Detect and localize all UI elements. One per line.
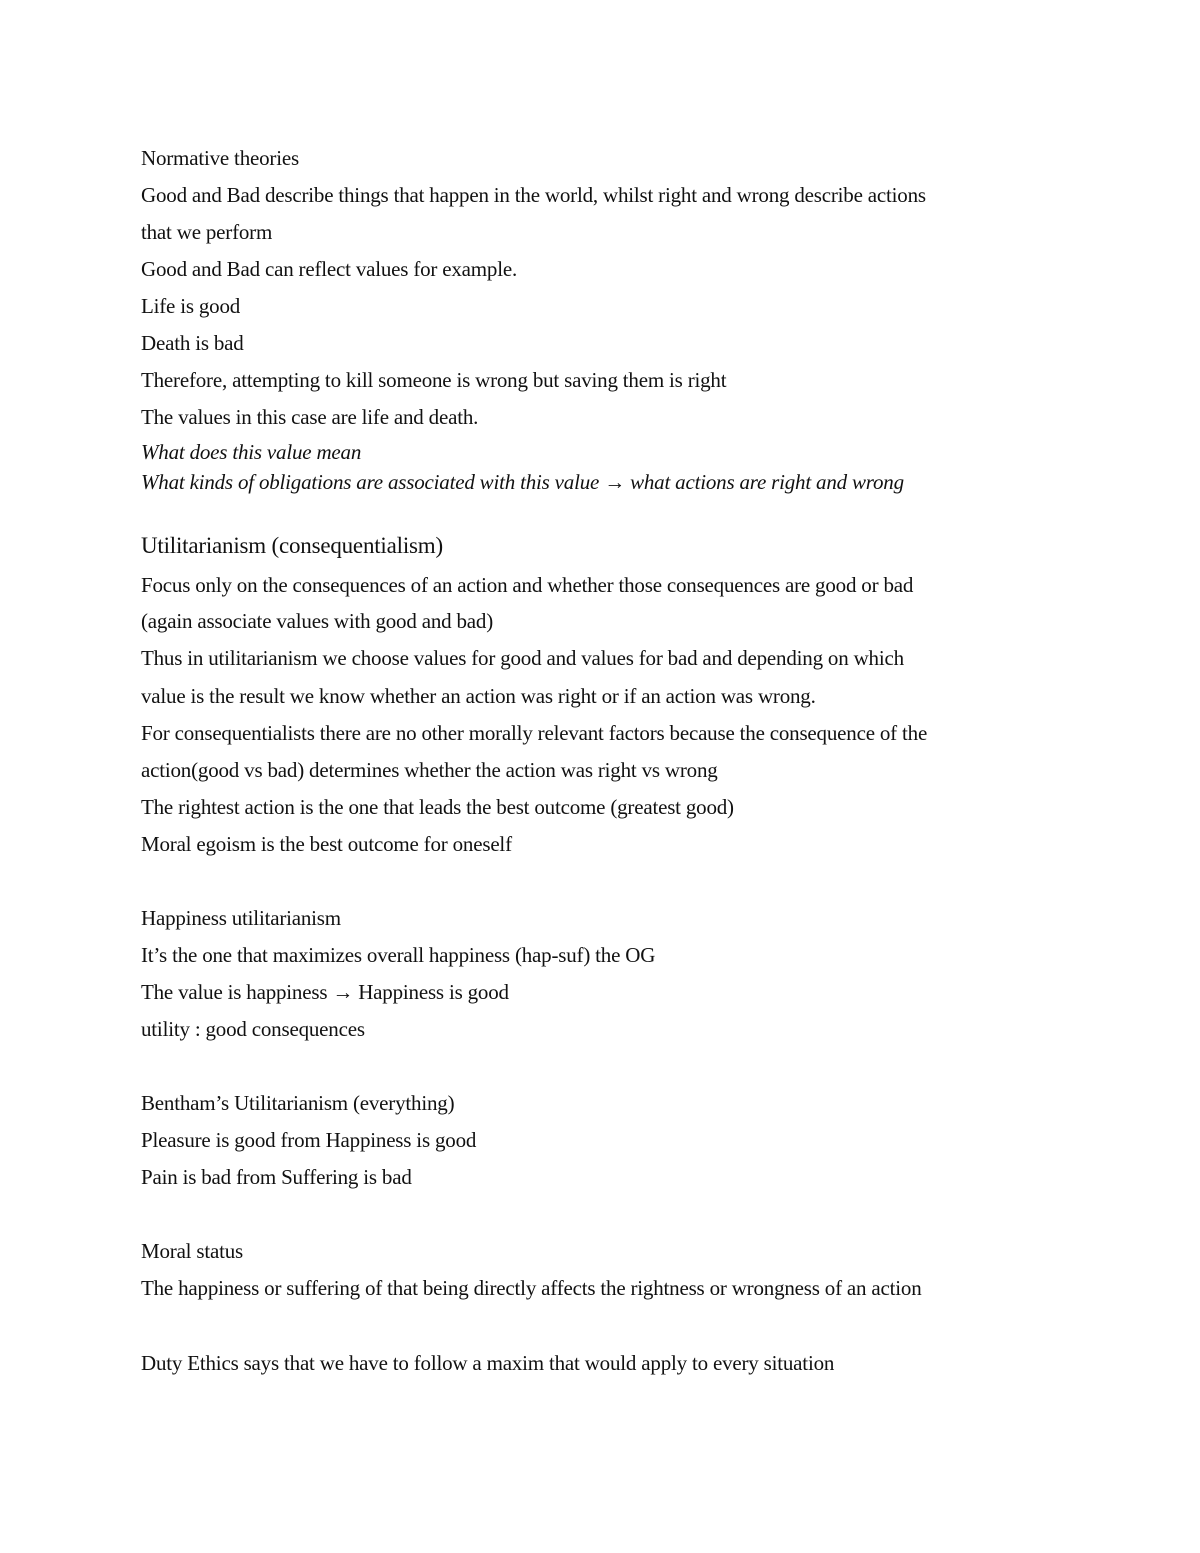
text-line: Good and Bad describe things that happen in the world, whilst right and wrong describe actions xyxy=(141,183,926,207)
section-title-moral-status: Moral status xyxy=(141,1239,244,1263)
text-line: value is the result we know whether an action was right or if an action was wrong. xyxy=(141,684,816,708)
text-line: The rightest action is the one that leads the best outcome (greatest good) xyxy=(141,795,734,819)
section-title-happiness-utilitarianism: Happiness utilitarianism xyxy=(141,906,341,930)
text-line: Therefore, attempting to kill someone is wrong but saving them is right xyxy=(141,368,727,392)
text-line: Life is good xyxy=(141,294,241,318)
text-line: It’s the one that maximizes overall happiness (hap-suf) the OG xyxy=(141,943,656,967)
italic-question: What does this value mean xyxy=(141,440,362,464)
text-line: Good and Bad can reflect values for example. xyxy=(141,257,518,281)
text-line: Death is bad xyxy=(141,331,244,355)
section-title-normative-theories: Normative theories xyxy=(141,146,299,170)
italic-question: What kinds of obligations are associated with this value → what actions are right and wrong xyxy=(141,470,904,494)
text-line: The values in this case are life and death. xyxy=(141,405,479,429)
text-line: Pleasure is good from Happiness is good xyxy=(141,1128,477,1152)
text-line: Focus only on the consequences of an action and whether those consequences are good or bad xyxy=(141,573,914,597)
text-line-duty-ethics: Duty Ethics says that we have to follow a maxim that would apply to every situation xyxy=(141,1351,835,1375)
text-line: The happiness or suffering of that being directly affects the rightness or wrongness of an action xyxy=(141,1276,922,1300)
text-line: (again associate values with good and bad) xyxy=(141,609,493,633)
text-line: that we perform xyxy=(141,220,273,244)
text-line: For consequentialists there are no other morally relevant factors because the consequence of the xyxy=(141,721,928,745)
text-line: action(good vs bad) determines whether the action was right vs wrong xyxy=(141,758,718,782)
text-line: Thus in utilitarianism we choose values for good and values for bad and depending on which xyxy=(141,646,904,670)
text-line: Moral egoism is the best outcome for oneself xyxy=(141,832,512,856)
text-line: utility : good consequences xyxy=(141,1017,365,1041)
text-line: Pain is bad from Suffering is bad xyxy=(141,1165,412,1189)
text-line: The value is happiness → Happiness is good xyxy=(141,980,509,1004)
section-title-utilitarianism: Utilitarianism (consequentialism) xyxy=(141,533,443,558)
section-title-benthams-utilitarianism: Bentham’s Utilitarianism (everything) xyxy=(141,1091,455,1115)
